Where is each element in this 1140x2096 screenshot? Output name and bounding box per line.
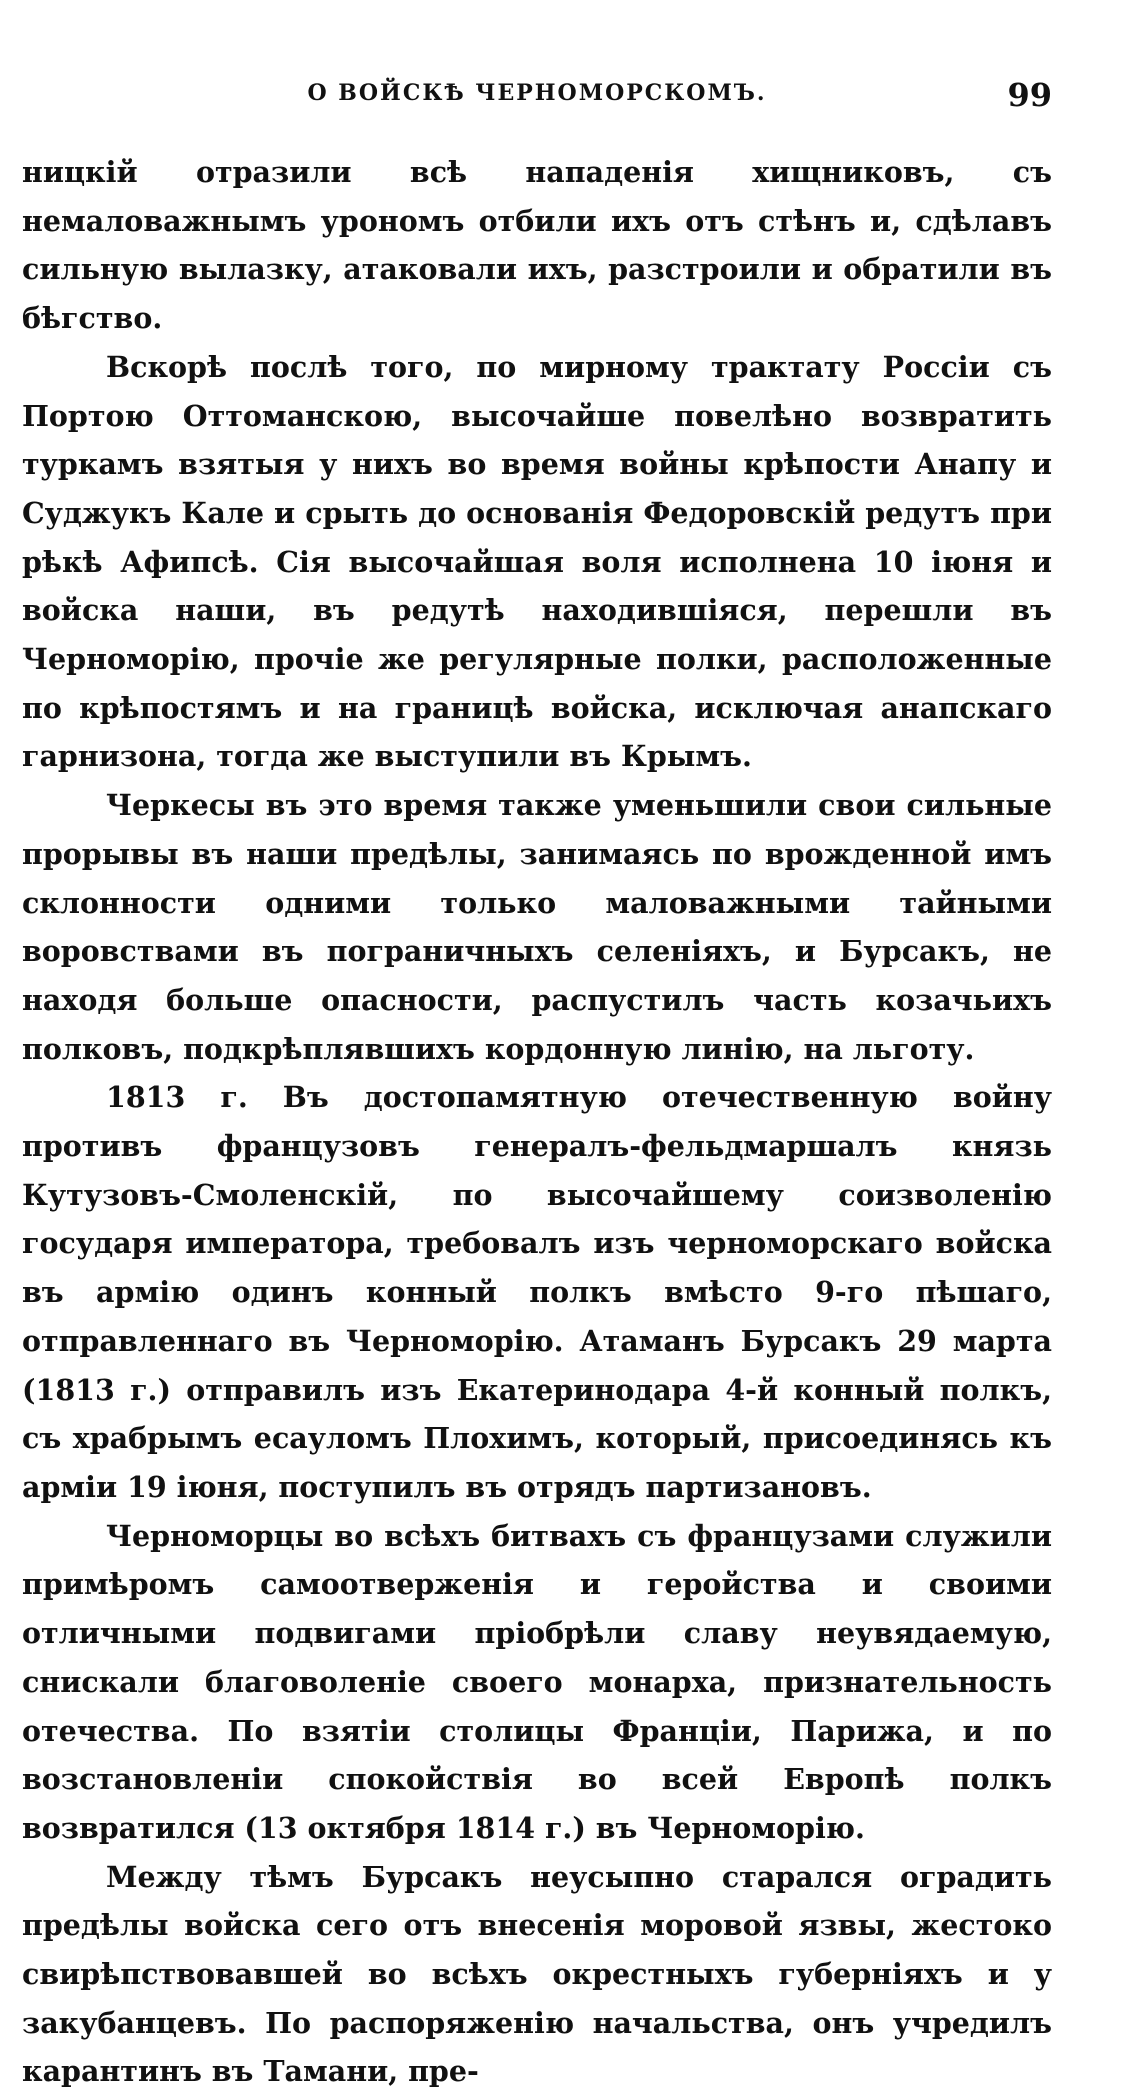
page-header (22, 76, 1052, 120)
paragraph-plague-quarantine: Между тѣмъ Бурсакъ неусыпно старался оградить предѣлы войска сего отъ внесенія моровой язвы, жестоко свирѣпствовавшей во всѣхъ окрестныхъ губерніяхъ и у закубанцевъ. По распоряженію начальства, онъ учредилъ карантинъ въ Тамани, пре- (22, 1859, 1052, 2089)
paragraph-1813-war: 1813 г. Въ достопамятную отечественную войну противъ французовъ генералъ-фельдмаршалъ князь Кутузовъ-Смоленскій, по высочайшему соизволенію государя императора, требовалъ изъ черноморскаго войска въ армію одинъ конный полкъ вмѣсто 9-го пѣшаго, отправленнаго въ Черноморію. Атаманъ Бурсакъ 29 марта (1813 г.) отправилъ изъ Екатеринодара 4-й конный полкъ, съ храбрымъ есауломъ Плохимъ, который, присоединясь къ арміи 19 іюня, поступилъ въ отрядъ партизановъ. (22, 1080, 1052, 1504)
running-title: О ВОЙСКѢ ЧЕРНОМОРСКОМЪ. (307, 80, 767, 106)
paragraph-continuation: ницкій отразили всѣ нападенія хищниковъ, съ немаловажнымъ урономъ отбили ихъ отъ стѣнъ и, сдѣлавъ сильную вылазку, атаковали ихъ, разстроили и обратили въ бѣгство. (22, 155, 1052, 336)
page-body (22, 148, 1052, 2096)
paragraph-black-sea-cossacks: Черноморцы во всѣхъ битвахъ съ французами служили примѣромъ самоотверженія и геройства и своими отличными подвигами пріобрѣли славу неувядаемую, снискали благоволеніе своего монарха, признательность отечества. По взятіи столицы Франціи, Парижа, и по возстановленіи спокойствія во всей Европѣ полкъ возвратился (13 октября 1814 г.) въ Черноморію. (22, 1518, 1052, 1845)
paragraph-peace-treaty: Вскорѣ послѣ того, по мирному трактату Россіи съ Портою Оттоманскою, высочайше повелѣно возвратить туркамъ взятыя у нихъ во время войны крѣпости Анапу и Суджукъ Кале и срыть до основанія Федоровскій редутъ при рѣкѣ Афипсѣ. Сія высочайшая воля исполнена 10 іюня и войска наши, въ редутѣ находившіяся, перешли въ Черноморію, прочіе же регулярные полки, расположенные по крѣпостямъ и на границѣ войска, исключая анапскаго гарнизона, тогда же выступили въ Крымъ. (22, 349, 1052, 774)
paragraph-circassians: Черкесы въ это время также уменьшили свои сильные прорывы въ наши предѣлы, занимаясь по врожденной имъ склонности одними только маловажными тайными воровствами въ пограничныхъ селеніяхъ, и Бурсакъ, не находя больше опасности, распустилъ часть козачьихъ полковъ, подкрѣплявшихъ кордонную линію, на льготу. (22, 788, 1052, 1066)
page-number: 99 (1007, 76, 1052, 114)
